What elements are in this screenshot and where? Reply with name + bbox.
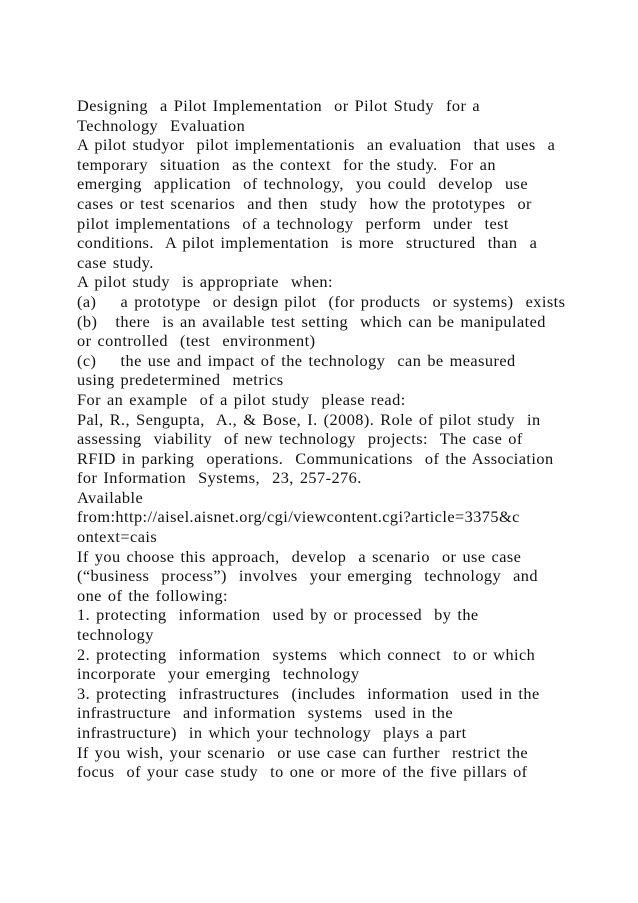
text-line: infrastructure and information systems used in the [77, 703, 454, 723]
text-line: using predetermined metrics [77, 370, 284, 390]
text-line: (a) a prototype or design pilot (for products or systems) exists [77, 291, 566, 311]
text-line: If you choose this approach, develop a scenario or use case [77, 546, 522, 566]
text-line: focus of your case study to one or more of the five pillars of [77, 762, 528, 782]
text-line: For an example of a pilot study please read: [77, 389, 406, 409]
text-line: one of the following: [77, 585, 228, 605]
url-line: from:http://aisel.aisnet.org/cgi/viewcontent.cgi?article=3375&c [77, 507, 520, 527]
text-line: 1. protecting information used by or processed by the [77, 605, 479, 625]
text-line: infrastructure) in which your technology plays a part [77, 723, 467, 742]
text-line: temporary situation as the context for the study. For an [77, 154, 496, 174]
text-line: (c) the use and impact of the technology can be measured [77, 350, 516, 370]
text-line: Technology Evaluation [77, 115, 246, 135]
text-line: 3. protecting infrastructures (includes information used in the [77, 683, 540, 703]
text-line: Available [77, 487, 144, 507]
text-line: (b) there is an available test setting which can be manipulated [77, 311, 546, 331]
document-body [77, 96, 567, 782]
text-line: cases or test scenarios and then study how the prototypes or [77, 193, 532, 213]
text-line: or controlled (test environment) [77, 331, 316, 351]
text-line: If you wish, your scenario or use case can further restrict the [77, 742, 529, 762]
text-line: conditions. A pilot implementation is more structured than a [77, 233, 538, 253]
text-line: pilot implementations of a technology perform under test [77, 213, 509, 233]
text-line: A pilot studyor pilot implementationis an evaluation that uses a [77, 135, 556, 155]
text-line: 2. protecting information systems which connect to or which [77, 644, 536, 664]
text-line: Pal, R., Sengupta, A., & Bose, I. (2008). Role of pilot study in [77, 409, 541, 429]
text-line: incorporate your emerging technology [77, 664, 360, 684]
text-line: (“business process”) involves your emerging technology and [77, 566, 538, 586]
text-line: Designing a Pilot Implementation or Pilot Study for a [77, 96, 481, 115]
text-line: for Information Systems, 23, 257-276. [77, 468, 362, 488]
text-line: A pilot study is appropriate when: [77, 272, 333, 292]
text-line: RFID in parking operations. Communications of the Association [77, 448, 554, 468]
text-line: assessing viability of new technology projects: The case of [77, 429, 523, 449]
text-line: emerging application of technology, you could develop use [77, 174, 529, 194]
text-line: case study. [77, 252, 154, 272]
url-line: ontext=cais [77, 527, 158, 547]
text-line: technology [77, 625, 154, 645]
